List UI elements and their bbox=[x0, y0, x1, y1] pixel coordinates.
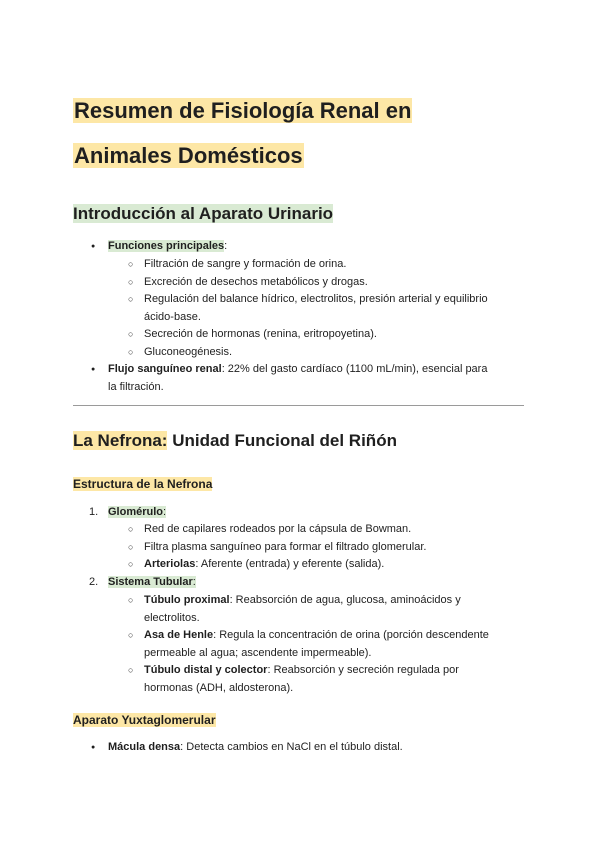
list-item: ○ Red de capilares rodeados por la cápsula de Bowman. bbox=[144, 521, 528, 539]
list-item: ○ Filtra plasma sanguíneo para formar el filtrado glomerular. bbox=[144, 539, 528, 557]
list-item: ○ Túbulo distal y colector: Reabsorción y secreción regulada por hormonas (ADH, aldosterona). bbox=[144, 662, 528, 697]
funciones-label: Funciones principales bbox=[108, 240, 225, 252]
list-item: ● Mácula densa: Detecta cambios en NaCl en el túbulo distal. bbox=[108, 739, 528, 757]
list-item: 1. Glomérulo: bbox=[89, 506, 167, 518]
intro-list bbox=[108, 238, 528, 256]
nefrona-heading: La Nefrona: Unidad Funcional del Riñón bbox=[73, 431, 397, 450]
page-title-line-1: Resumen de Fisiología Renal en bbox=[74, 98, 412, 123]
list-item: ○ Arteriolas: Aferente (entrada) y eferente (salida). bbox=[144, 556, 528, 574]
list-item: ○ Túbulo proximal: Reabsorción de agua, glucosa, aminoácidos y electrolitos. bbox=[144, 592, 528, 627]
macula-label: Mácula densa bbox=[108, 741, 181, 753]
horizontal-divider bbox=[73, 405, 524, 406]
tubular-label: Sistema Tubular bbox=[108, 576, 193, 588]
tubular-sublist bbox=[144, 592, 528, 697]
yuxta-heading: Aparato Yuxtaglomerular bbox=[73, 713, 216, 727]
intro-heading: Introducción al Aparato Urinario bbox=[73, 204, 334, 223]
glomerulo-list bbox=[89, 504, 528, 522]
glomerulo-sublist bbox=[144, 521, 528, 574]
yuxta-list bbox=[108, 739, 528, 757]
list-item: ○ Gluconeogénesis. bbox=[144, 344, 528, 362]
estructura-heading: Estructura de la Nefrona bbox=[73, 477, 213, 491]
list-item: ○ Regulación del balance hídrico, electrolitos, presión arterial y equilibrio ácido-base. bbox=[144, 291, 528, 326]
list-item: ● Flujo sanguíneo renal: 22% del gasto cardíaco (1100 mL/min), esencial para la filtración. bbox=[108, 361, 528, 396]
flujo-list bbox=[108, 361, 528, 396]
list-item: ● Funciones principales: bbox=[108, 238, 528, 256]
list-item: 2. Sistema Tubular: bbox=[89, 576, 196, 588]
list-item: ○ Excreción de desechos metabólicos y drogas. bbox=[144, 274, 528, 292]
flujo-label: Flujo sanguíneo renal bbox=[108, 363, 222, 375]
tubular-list bbox=[89, 574, 528, 592]
funciones-sublist bbox=[144, 256, 528, 361]
page-title-line-2: Animales Domésticos bbox=[74, 143, 303, 168]
list-item: ○ Filtración de sangre y formación de orina. bbox=[144, 256, 528, 274]
list-item: ○ Asa de Henle: Regula la concentración de orina (porción descendente permeable al agua; ascendente impermeable). bbox=[144, 627, 528, 662]
glomerulo-label: Glomérulo bbox=[108, 506, 164, 518]
list-item: ○ Secreción de hormonas (renina, eritropoyetina). bbox=[144, 326, 528, 344]
